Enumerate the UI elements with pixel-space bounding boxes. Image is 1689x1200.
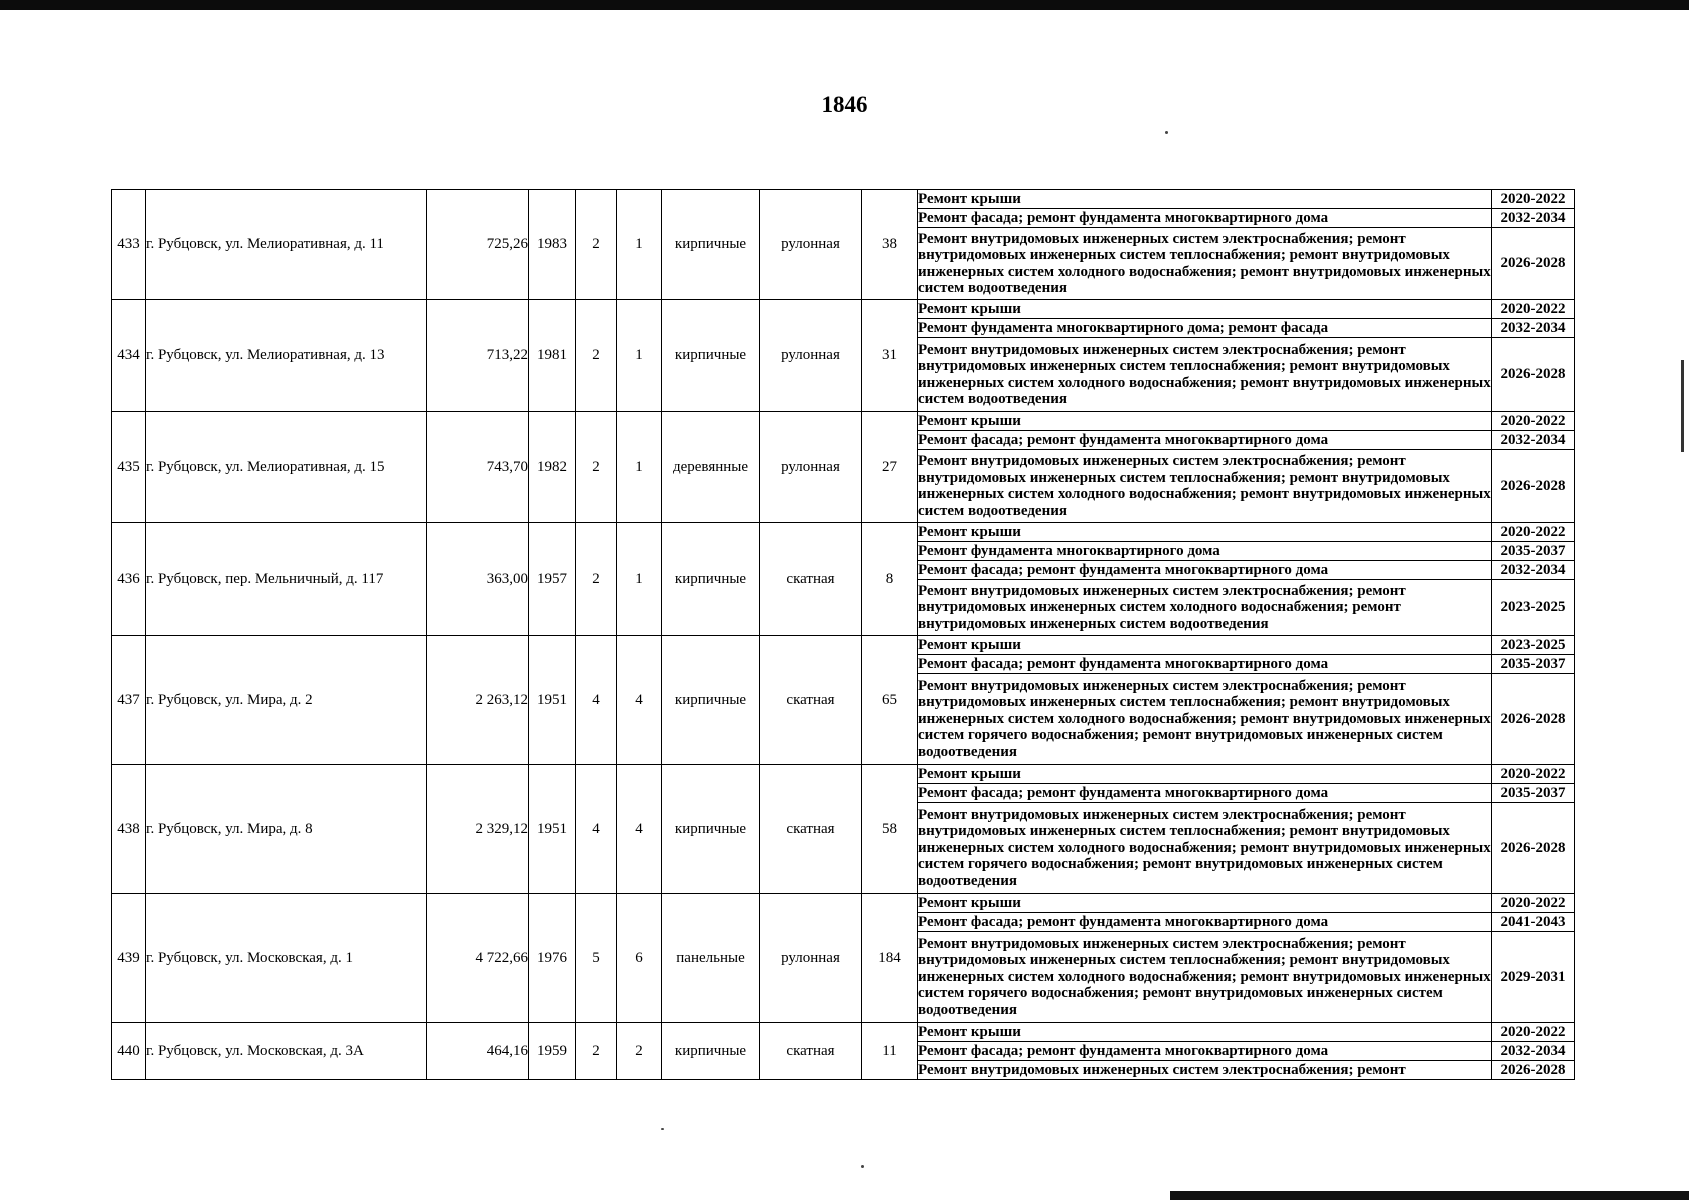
roof-type-cell: скатная [760,523,862,636]
table-row [112,523,1575,542]
repair-work-cell: Ремонт крыши [918,765,1492,784]
repair-work-cell: Ремонт крыши [918,190,1492,209]
address-cell: г. Рубцовск, ул. Московская, д. 1 [146,894,427,1023]
table-row [112,636,1575,655]
record-number: 436 [112,523,146,636]
repair-work-cell: Ремонт крыши [918,1023,1492,1042]
wall-material-cell: кирпичные [662,523,760,636]
repair-period-cell: 2020-2022 [1492,894,1575,913]
area-cell: 363,00 [427,523,529,636]
repair-period-cell: 2023-2025 [1492,580,1575,636]
floors-cell: 4 [576,636,617,765]
floors-cell: 2 [576,300,617,412]
record-number: 433 [112,190,146,300]
repair-period-cell: 2026-2028 [1492,228,1575,300]
repair-work-cell: Ремонт фасада; ремонт фундамента многоквартирного дома [918,655,1492,674]
repair-period-cell: 2020-2022 [1492,523,1575,542]
scan-top-edge [0,0,1689,10]
repair-period-cell: 2020-2022 [1492,765,1575,784]
repair-work-cell: Ремонт внутридомовых инженерных систем электроснабжения; ремонт внутридомовых инженерных систем теплоснабжения; ремонт внутридомовых инженерных систем холодного водоснабжения; ремонт внутридомовых инженерных систем водоотведения [918,228,1492,300]
repair-work-cell: Ремонт фасада; ремонт фундамента многоквартирного дома [918,913,1492,932]
record-number: 437 [112,636,146,765]
repair-period-cell: 2020-2022 [1492,1023,1575,1042]
address-cell: г. Рубцовск, ул. Мелиоративная, д. 15 [146,412,427,523]
address-cell: г. Рубцовск, ул. Московская, д. 3А [146,1023,427,1080]
repair-period-cell: 2020-2022 [1492,190,1575,209]
repair-period-cell: 2035-2037 [1492,784,1575,803]
repair-work-cell: Ремонт крыши [918,636,1492,655]
residents-count-cell: 11 [862,1023,918,1080]
table-row [112,765,1575,784]
housing-repair-table [111,189,1575,1080]
table-row [112,190,1575,209]
floors-cell: 2 [576,1023,617,1080]
residents-count-cell: 65 [862,636,918,765]
repair-work-cell: Ремонт внутридомовых инженерных систем электроснабжения; ремонт внутридомовых инженерных систем холодного водоснабжения; ремонт внутридомовых инженерных систем водоотведения [918,580,1492,636]
repair-work-cell: Ремонт фасада; ремонт фундамента многоквартирного дома [918,1042,1492,1061]
roof-type-cell: рулонная [760,412,862,523]
floors-cell: 4 [576,765,617,894]
repair-period-cell: 2032-2034 [1492,209,1575,228]
residents-count-cell: 31 [862,300,918,412]
repair-period-cell: 2032-2034 [1492,1042,1575,1061]
repair-work-cell: Ремонт крыши [918,894,1492,913]
area-cell: 4 722,66 [427,894,529,1023]
residents-count-cell: 184 [862,894,918,1023]
entrances-cell: 4 [617,765,662,894]
repair-work-cell: Ремонт фундамента многоквартирного дома [918,542,1492,561]
year-cell: 1959 [529,1023,576,1080]
floors-cell: 2 [576,412,617,523]
table-row [112,412,1575,431]
year-cell: 1951 [529,636,576,765]
area-cell: 464,16 [427,1023,529,1080]
roof-type-cell: рулонная [760,190,862,300]
repair-work-cell: Ремонт фасада; ремонт фундамента многоквартирного дома [918,431,1492,450]
repair-period-cell: 2026-2028 [1492,450,1575,523]
repair-period-cell: 2026-2028 [1492,1061,1575,1080]
wall-material-cell: кирпичные [662,190,760,300]
entrances-cell: 1 [617,300,662,412]
area-cell: 743,70 [427,412,529,523]
repair-period-cell: 2032-2034 [1492,431,1575,450]
record-number: 439 [112,894,146,1023]
year-cell: 1976 [529,894,576,1023]
repair-work-cell: Ремонт фасада; ремонт фундамента многоквартирного дома [918,784,1492,803]
entrances-cell: 6 [617,894,662,1023]
wall-material-cell: деревянные [662,412,760,523]
scan-speck [861,1165,864,1168]
roof-type-cell: скатная [760,636,862,765]
table-row [112,1023,1575,1042]
scan-speck [1165,131,1168,134]
roof-type-cell: скатная [760,1023,862,1080]
scan-edge-mark [1681,360,1684,452]
table-row [112,894,1575,913]
repair-work-cell: Ремонт внутридомовых инженерных систем электроснабжения; ремонт [918,1061,1492,1080]
repair-period-cell: 2035-2037 [1492,542,1575,561]
residents-count-cell: 38 [862,190,918,300]
floors-cell: 2 [576,523,617,636]
roof-type-cell: рулонная [760,300,862,412]
repair-work-cell: Ремонт внутридомовых инженерных систем электроснабжения; ремонт внутридомовых инженерных систем теплоснабжения; ремонт внутридомовых инженерных систем холодного водоснабжения; ремонт внутридомовых инженерных систем горячего водоснабжения; ремонт внутридомовых инженерных систем водоотведения [918,803,1492,894]
repair-period-cell: 2032-2034 [1492,561,1575,580]
entrances-cell: 1 [617,190,662,300]
entrances-cell: 2 [617,1023,662,1080]
page-number: 1846 [821,92,868,117]
entrances-cell: 1 [617,523,662,636]
address-cell: г. Рубцовск, ул. Мелиоративная, д. 11 [146,190,427,300]
area-cell: 2 329,12 [427,765,529,894]
repair-period-cell: 2041-2043 [1492,913,1575,932]
record-number: 440 [112,1023,146,1080]
residents-count-cell: 8 [862,523,918,636]
address-cell: г. Рубцовск, пер. Мельничный, д. 117 [146,523,427,636]
record-number: 434 [112,300,146,412]
entrances-cell: 1 [617,412,662,523]
repair-work-cell: Ремонт внутридомовых инженерных систем электроснабжения; ремонт внутридомовых инженерных систем теплоснабжения; ремонт внутридомовых инженерных систем холодного водоснабжения; ремонт внутридомовых инженерных систем водоотведения [918,338,1492,412]
repair-period-cell: 2032-2034 [1492,319,1575,338]
repair-work-cell: Ремонт крыши [918,412,1492,431]
year-cell: 1982 [529,412,576,523]
residents-count-cell: 58 [862,765,918,894]
address-cell: г. Рубцовск, ул. Мира, д. 8 [146,765,427,894]
repair-work-cell: Ремонт фундамента многоквартирного дома; ремонт фасада [918,319,1492,338]
repair-period-cell: 2020-2022 [1492,300,1575,319]
repair-period-cell: 2023-2025 [1492,636,1575,655]
area-cell: 713,22 [427,300,529,412]
year-cell: 1957 [529,523,576,636]
scan-speck [661,1128,664,1130]
table-row [112,300,1575,319]
repair-period-cell: 2026-2028 [1492,674,1575,765]
area-cell: 725,26 [427,190,529,300]
scan-bottom-edge [1170,1191,1689,1200]
residents-count-cell: 27 [862,412,918,523]
floors-cell: 2 [576,190,617,300]
repair-work-cell: Ремонт внутридомовых инженерных систем электроснабжения; ремонт внутридомовых инженерных систем теплоснабжения; ремонт внутридомовых инженерных систем холодного водоснабжения; ремонт внутридомовых инженерных систем горячего водоснабжения; ремонт внутридомовых инженерных систем водоотведения [918,674,1492,765]
repair-work-cell: Ремонт внутридомовых инженерных систем электроснабжения; ремонт внутридомовых инженерных систем теплоснабжения; ремонт внутридомовых инженерных систем холодного водоснабжения; ремонт внутридомовых инженерных систем горячего водоснабжения; ремонт внутридомовых инженерных систем водоотведения [918,932,1492,1023]
year-cell: 1983 [529,190,576,300]
record-number: 438 [112,765,146,894]
repair-period-cell: 2035-2037 [1492,655,1575,674]
address-cell: г. Рубцовск, ул. Мелиоративная, д. 13 [146,300,427,412]
repair-work-cell: Ремонт фасада; ремонт фундамента многоквартирного дома [918,209,1492,228]
table-body [112,190,1575,1080]
wall-material-cell: панельные [662,894,760,1023]
repair-period-cell: 2026-2028 [1492,803,1575,894]
floors-cell: 5 [576,894,617,1023]
wall-material-cell: кирпичные [662,636,760,765]
roof-type-cell: рулонная [760,894,862,1023]
repair-period-cell: 2029-2031 [1492,932,1575,1023]
address-cell: г. Рубцовск, ул. Мира, д. 2 [146,636,427,765]
record-number: 435 [112,412,146,523]
repair-work-cell: Ремонт крыши [918,523,1492,542]
repair-work-cell: Ремонт крыши [918,300,1492,319]
repair-work-cell: Ремонт фасада; ремонт фундамента многоквартирного дома [918,561,1492,580]
wall-material-cell: кирпичные [662,765,760,894]
repair-period-cell: 2026-2028 [1492,338,1575,412]
wall-material-cell: кирпичные [662,300,760,412]
entrances-cell: 4 [617,636,662,765]
year-cell: 1951 [529,765,576,894]
year-cell: 1981 [529,300,576,412]
area-cell: 2 263,12 [427,636,529,765]
repair-period-cell: 2020-2022 [1492,412,1575,431]
roof-type-cell: скатная [760,765,862,894]
wall-material-cell: кирпичные [662,1023,760,1080]
repair-work-cell: Ремонт внутридомовых инженерных систем электроснабжения; ремонт внутридомовых инженерных систем теплоснабжения; ремонт внутридомовых инженерных систем холодного водоснабжения; ремонт внутридомовых инженерных систем водоотведения [918,450,1492,523]
